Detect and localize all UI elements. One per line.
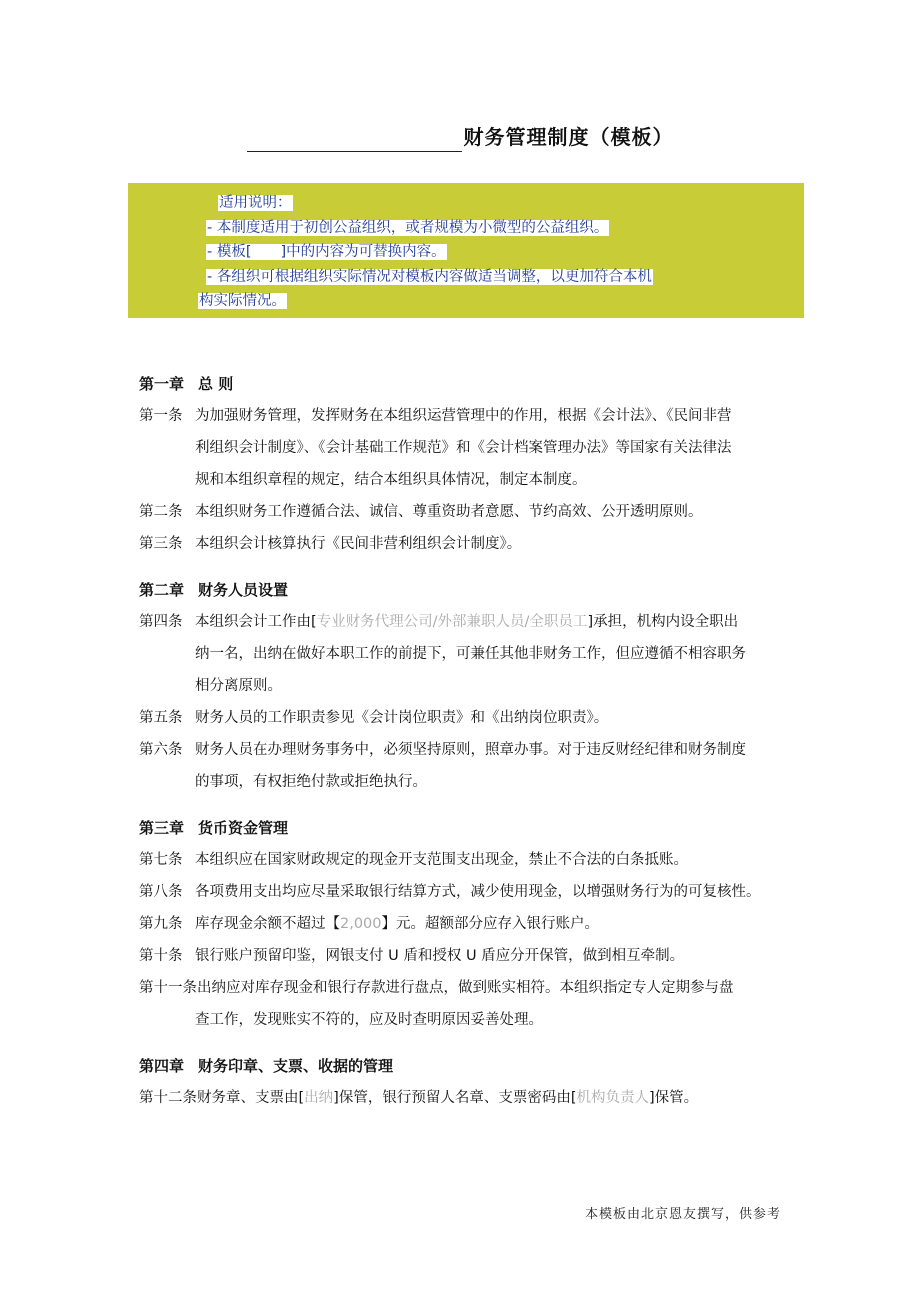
replaceable-field: 2,000 xyxy=(340,916,382,932)
article-6 xyxy=(139,734,789,798)
chapter-title: 货币资金管理 xyxy=(198,819,289,837)
article-line: 各项费用支出均应尽量采取银行结算方式，减少使用现金，以增强财务行为的可复核性。 xyxy=(195,884,761,900)
article-4 xyxy=(139,606,789,702)
chapter-number: 第二章 xyxy=(139,581,185,599)
article-line: 财务人员在办理财务事务中，必须坚持原则，照章办事。对于违反财经纪律和财务制度 xyxy=(195,742,746,758)
chapter-number: 第三章 xyxy=(139,819,185,837)
article-number: 第十一条 xyxy=(139,980,197,996)
article-line: 利组织会计制度》、《会计基础工作规范》和《会计档案管理办法》等国家有关法律法 xyxy=(195,440,732,456)
organization-name-blank xyxy=(247,125,462,152)
replaceable-field: 专业财务代理公司/外部兼职人员/全职员工 xyxy=(316,614,588,630)
article-2 xyxy=(139,496,789,528)
regulation-body xyxy=(139,368,789,1114)
chapter-3-heading xyxy=(139,812,789,844)
article-number: 第九条 xyxy=(139,916,183,932)
article-line: 本组织财务工作遵循合法、诚信、尊重资助者意愿、节约高效、公开透明原则。 xyxy=(195,504,703,520)
chapter-number: 第一章 xyxy=(139,375,185,393)
article-line: 为加强财务管理，发挥财务在本组织运营管理中的作用，根据《会计法》、《民间非营 xyxy=(195,408,732,424)
article-1 xyxy=(139,400,789,496)
notice-line-1: - 本制度适用于初创公益组织，或者规模为小微型的公益组织。 xyxy=(207,219,609,236)
article-text: 财务章、支票由[ xyxy=(197,1090,305,1106)
article-number: 第八条 xyxy=(139,884,183,900)
chapter-title: 财务印章、支票、收据的管理 xyxy=(198,1057,394,1075)
chapter-1-heading xyxy=(139,368,789,400)
article-11 xyxy=(139,972,789,1036)
article-text: ]保管。 xyxy=(648,1090,699,1106)
replaceable-field: 出纳 xyxy=(304,1090,334,1106)
article-5 xyxy=(139,702,789,734)
article-number: 第五条 xyxy=(139,710,183,726)
article-line: 本组织会计核算执行《民间非营利组织会计制度》。 xyxy=(195,536,522,552)
chapter-title: 财务人员设置 xyxy=(198,581,289,599)
article-number: 第一条 xyxy=(139,408,183,424)
article-line: 查工作，发现账实不符的，应及时查明原因妥善处理。 xyxy=(195,1012,543,1028)
article-9 xyxy=(139,908,789,940)
usage-notice-box xyxy=(128,183,804,318)
chapter-title: 总 则 xyxy=(198,375,234,393)
article-number: 第四条 xyxy=(139,614,183,630)
replaceable-field: 机构负责人 xyxy=(576,1090,649,1106)
article-number: 第十条 xyxy=(139,948,183,964)
article-text: ]承担，机构内设全职出 xyxy=(587,614,739,630)
article-text: 库存现金余额不超过【 xyxy=(195,916,340,932)
article-number: 第十二条 xyxy=(139,1090,197,1106)
article-line: 规和本组织章程的规定，结合本组织具体情况，制定本制度。 xyxy=(195,472,587,488)
document-title: 财务管理制度（模板） xyxy=(463,125,674,149)
article-line: 财务人员的工作职责参见《会计岗位职责》和《出纳岗位职责》。 xyxy=(195,710,609,726)
article-3 xyxy=(139,528,789,560)
article-10 xyxy=(139,940,789,972)
chapter-2-heading xyxy=(139,574,789,606)
article-text: 】元。超额部分应存入银行账户。 xyxy=(381,916,600,932)
footer-note: 本模板由北京恩友撰写，供参考 xyxy=(584,1207,781,1222)
article-line xyxy=(195,606,789,638)
article-text: ]保管，银行预留人名章、支票密码由[ xyxy=(333,1090,577,1106)
article-number: 第二条 xyxy=(139,504,183,520)
document-title-row xyxy=(0,122,920,152)
article-line: 本组织应在国家财政规定的现金开支范围支出现金，禁止不合法的白条抵账。 xyxy=(195,852,688,868)
article-number: 第七条 xyxy=(139,852,183,868)
article-12 xyxy=(139,1082,789,1114)
chapter-4-heading xyxy=(139,1050,789,1082)
chapter-number: 第四章 xyxy=(139,1057,185,1075)
article-line: 纳一名，出纳在做好本职工作的前提下，可兼任其他非财务工作，但应遵循不相容职务 xyxy=(195,646,746,662)
article-7 xyxy=(139,844,789,876)
article-line: 出纳应对库存现金和银行存款进行盘点，做到账实相符。本组织指定专人定期参与盘 xyxy=(197,980,734,996)
notice-heading: 适用说明： xyxy=(219,195,292,211)
article-line: 银行账户预留印鉴，网银支付 U 盾和授权 U 盾应分开保管，做到相互牵制。 xyxy=(195,948,685,964)
notice-line-4: 构实际情况。 xyxy=(199,293,286,309)
article-number: 第六条 xyxy=(139,742,183,758)
article-8 xyxy=(139,876,789,908)
notice-line-2: - 模板[ ]中的内容为可替换内容。 xyxy=(207,244,446,260)
article-number: 第三条 xyxy=(139,536,183,552)
article-line xyxy=(195,908,789,940)
article-text: 本组织会计工作由[ xyxy=(195,614,317,630)
notice-line-3: - 各组织可根据组织实际情况对模板内容做适当调整，以更加符合本机 xyxy=(207,268,652,285)
article-line: 相分离原则。 xyxy=(195,678,282,694)
article-line: 的事项，有权拒绝付款或拒绝执行。 xyxy=(195,774,427,790)
